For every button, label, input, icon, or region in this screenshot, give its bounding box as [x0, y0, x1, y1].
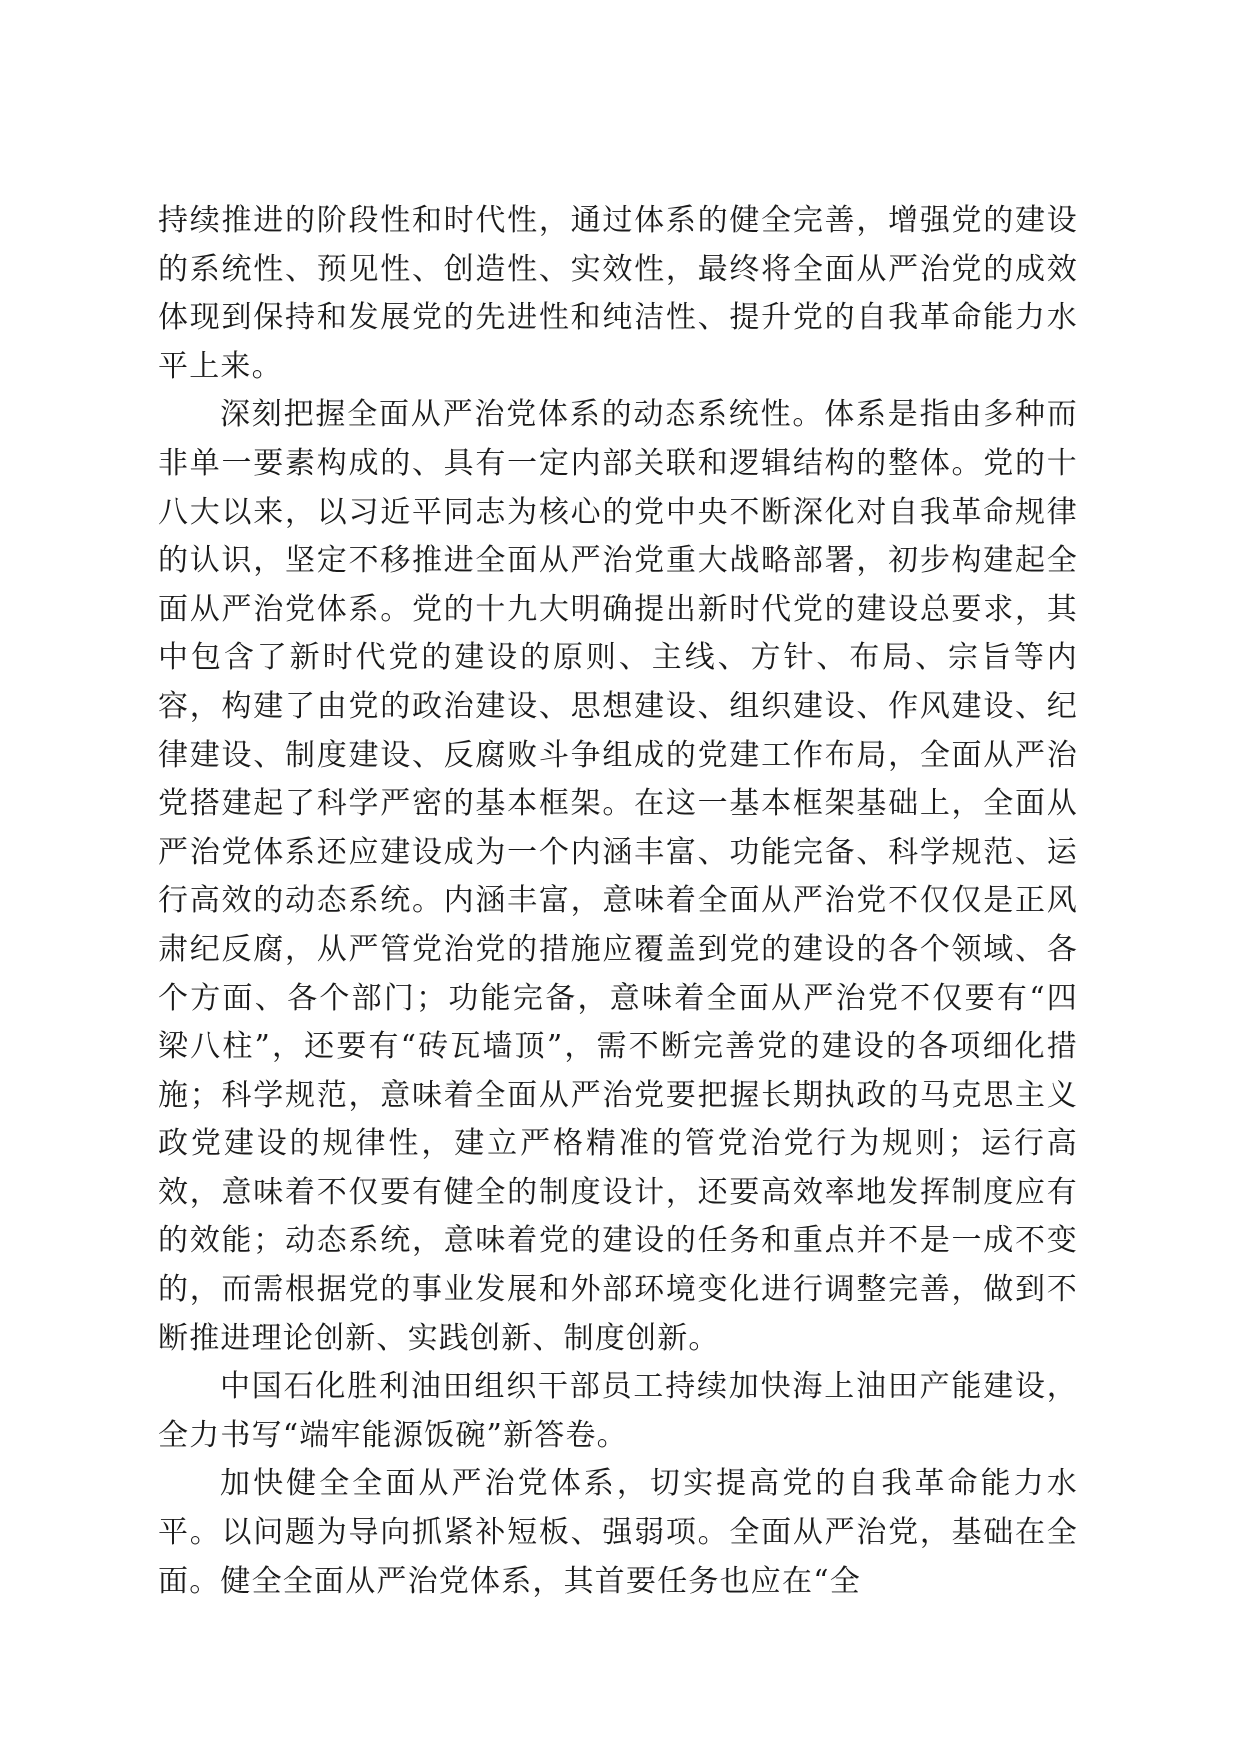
paragraph-continuation: 持续推进的阶段性和时代性，通过体系的健全完善，增强党的建设的系统性、预见性、创造性、实效性，最终将全面从严治党的成效体现到保持和发展党的先进性和纯洁性、提升党的自我革命能力水平上来。 — [158, 203, 1078, 384]
paragraph-dynamic-system: 深刻把握全面从严治党体系的动态系统性。体系是指由多种而非单一要素构成的、具有一定内部关联和逻辑结构的整体。党的十八大以来，以习近平同志为核心的党中央不断深化对自我革命规律的认识，坚定不移推进全面从严治党重大战略部署，初步构建起全面从严治党体系。党的十九大明确提出新时代党的建设总要求，其中包含了新时代党的建设的原则、主线、方针、布局、宗旨等内容，构建了由党的政治建设、思想建设、组织建设、作风建设、纪律建设、制度建设、反腐败斗争组成的党建工作布局，全面从严治党搭建起了科学严密的基本框架。在这一基本框架基础上，全面从严治党体系还应建设成为一个内涵丰富、功能完备、科学规范、运行高效的动态系统。内涵丰富，意味着全面从严治党不仅仅是正风肃纪反腐，从严管党治党的措施应覆盖到党的建设的各个领域、各个方面、各个部门；功能完备，意味着全面从严治党不仅要有“四梁八柱”，还要有“砖瓦墙顶”，需不断完善党的建设的各项细化措施；科学规范，意味着全面从严治党要把握长期执政的马克思主义政党建设的规律性，建立严格精准的管党治党行为规则；运行高效，意味着不仅要有健全的制度设计，还要高效率地发挥制度应有的效能；动态系统，意味着党的建设的任务和重点并不是一成不变的，而需根据党的事业发展和外部环境变化进行调整完善，做到不断推进理论创新、实践创新、制度创新。 — [158, 397, 1078, 1356]
paragraph-photo-caption: 中国石化胜利油田组织干部员工持续加快海上油田产能建设，全力书写“端牢能源饭碗”新答卷。 — [158, 1369, 1078, 1453]
paragraph-self-revolution: 加快健全全面从严治党体系，切实提高党的自我革命能力水平。以问题为导向抓紧补短板、强弱项。全面从严治党，基础在全面。健全全面从严治党体系，其首要任务也应在“全 — [158, 1466, 1078, 1599]
article-body — [158, 197, 1078, 1606]
